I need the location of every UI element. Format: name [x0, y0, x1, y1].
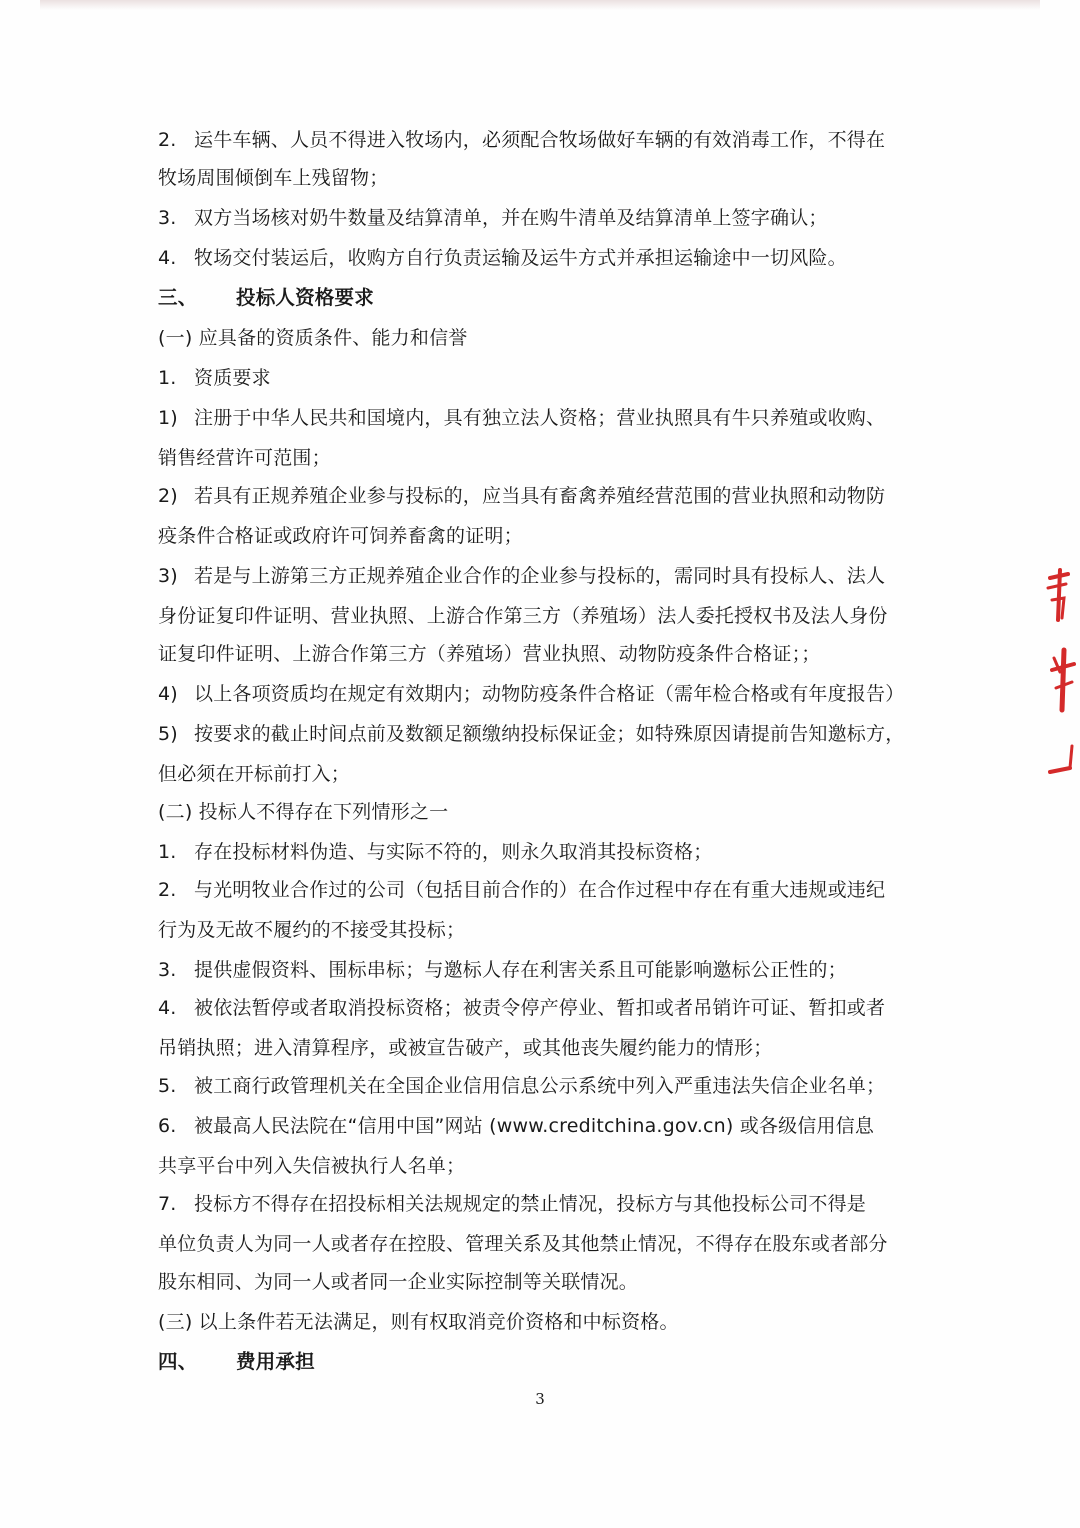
item-number: 四、	[158, 1350, 198, 1373]
text-line	[158, 682, 904, 706]
text-line	[158, 762, 350, 786]
text-line	[158, 840, 712, 864]
line-text: 销售经营许可范围；	[158, 447, 331, 469]
text-line	[158, 484, 885, 508]
red-seal-stamp	[1030, 560, 1080, 800]
line-text: 注册于中华人民共和国境内，具有独立法人资格；营业执照具有牛只养殖或收购、	[194, 407, 886, 429]
line-text: 资质要求	[194, 367, 271, 389]
item-number: 三、	[158, 286, 198, 309]
text-line	[158, 564, 885, 588]
line-text: (一) 应具备的资质条件、能力和信誉	[158, 327, 468, 349]
text-line	[158, 128, 885, 152]
line-text: 股东相同、为同一人或者同一企业实际控制等关联情况。	[158, 1271, 639, 1293]
item-number: 4.	[158, 997, 177, 1019]
section-heading	[158, 1350, 315, 1374]
text-line	[158, 604, 888, 628]
line-text: 被最高人民法院在“信用中国”网站 (www.creditchina.gov.cn) 或各级信用信息	[194, 1115, 875, 1137]
text-line	[158, 878, 885, 902]
line-text: 投标方不得存在招投标相关法规规定的禁止情况，投标方与其他投标公司不得是	[194, 1193, 867, 1215]
line-text: 证复印件证明、上游合作第三方（养殖场）营业执照、动物防疫条件合格证；；	[158, 643, 821, 665]
line-text: 被依法暂停或者取消投标资格；被责令停产停业、暂扣或者吊销许可证、暂扣或者	[194, 997, 886, 1019]
text-line	[158, 206, 828, 230]
text-line	[158, 996, 885, 1020]
line-text: 若是与上游第三方正规养殖企业合作的企业参与投标的，需同时具有投标人、法人	[194, 565, 886, 587]
line-text: 与光明牧业合作过的公司（包括目前合作的）在合作过程中存在有重大违规或违纪	[194, 879, 886, 901]
text-line	[158, 1114, 874, 1138]
line-text: (二) 投标人不得存在下列情形之一	[158, 801, 449, 823]
item-number: 7.	[158, 1193, 177, 1215]
text-line	[158, 406, 885, 430]
text-line	[158, 722, 904, 746]
item-number: 3)	[158, 565, 178, 587]
text-line	[158, 1154, 465, 1178]
line-text: 行为及无故不履约的不接受其投标；	[158, 919, 466, 941]
line-text: 单位负责人为同一人或者存在控股、管理关系及其他禁止情况，不得存在股东或者部分	[158, 1233, 888, 1255]
text-line	[158, 1232, 888, 1256]
line-text: 疫条件合格证或政府许可饲养畜禽的证明；	[158, 525, 523, 547]
item-number: 5.	[158, 1075, 177, 1097]
item-number: 2)	[158, 485, 178, 507]
item-number: 4)	[158, 683, 178, 705]
text-line	[158, 958, 847, 982]
item-number: 2.	[158, 129, 177, 151]
line-text: 牧场周围倾倒车上残留物；	[158, 167, 389, 189]
text-line	[158, 326, 467, 350]
text-line	[158, 524, 523, 548]
text-line	[158, 446, 331, 470]
line-text: 但必须在开标前打入；	[158, 763, 351, 785]
line-text: 若具有正规养殖企业参与投标的，应当具有畜禽养殖经营范围的营业执照和动物防	[194, 485, 886, 507]
text-line	[158, 246, 847, 270]
item-number: 6.	[158, 1115, 177, 1137]
item-number: 5)	[158, 723, 178, 745]
item-number: 1.	[158, 367, 177, 389]
item-number: 1)	[158, 407, 178, 429]
line-text: 牧场交付装运后，收购方自行负责运输及运牛方式并承担运输途中一切风险。	[194, 247, 847, 269]
item-number: 2.	[158, 879, 177, 901]
line-text: 以上各项资质均在规定有效期内；动物防疫条件合格证（需年检合格或有年度报告）	[194, 683, 905, 705]
line-text: 双方当场核对奶牛数量及结算清单，并在购牛清单及结算清单上签字确认；	[194, 207, 828, 229]
text-line	[158, 366, 271, 390]
text-line	[158, 1192, 866, 1216]
line-text: 吊销执照；进入清算程序，或被宣告破产，或其他丧失履约能力的情形；	[158, 1037, 773, 1059]
text-line	[158, 166, 388, 190]
text-line	[158, 642, 821, 666]
text-line	[158, 1310, 679, 1334]
line-text: (三) 以上条件若无法满足，则有权取消竞价资格和中标资格。	[158, 1311, 679, 1333]
text-line	[158, 1036, 772, 1060]
item-number: 1.	[158, 841, 177, 863]
line-text: 投标人资格要求	[236, 286, 374, 309]
item-number: 3.	[158, 207, 177, 229]
line-text: 共享平台中列入失信被执行人名单；	[158, 1155, 466, 1177]
section-heading	[158, 286, 374, 310]
text-line	[158, 918, 465, 942]
line-text: 按要求的截止时间点前及数额足额缴纳投标保证金；如特殊原因请提前告知邀标方，	[194, 723, 905, 745]
scan-edge-smudge	[40, 0, 1040, 10]
line-text: 运牛车辆、人员不得进入牧场内，必须配合牧场做好车辆的有效消毒工作，不得在	[194, 129, 886, 151]
item-number: 3.	[158, 959, 177, 981]
page-number: 3	[535, 1390, 545, 1408]
line-text: 被工商行政管理机关在全国企业信用信息公示系统中列入严重违法失信企业名单；	[194, 1075, 886, 1097]
text-line	[158, 1270, 638, 1294]
text-line	[158, 1074, 885, 1098]
text-line	[158, 800, 448, 824]
line-text: 身份证复印件证明、营业执照、上游合作第三方（养殖场）法人委托授权书及法人身份	[158, 605, 888, 627]
line-text: 提供虚假资料、围标串标；与邀标人存在利害关系且可能影响邀标公正性的；	[194, 959, 847, 981]
item-number: 4.	[158, 247, 177, 269]
line-text: 存在投标材料伪造、与实际不符的，则永久取消其投标资格；	[194, 841, 713, 863]
line-text: 费用承担	[236, 1350, 315, 1373]
